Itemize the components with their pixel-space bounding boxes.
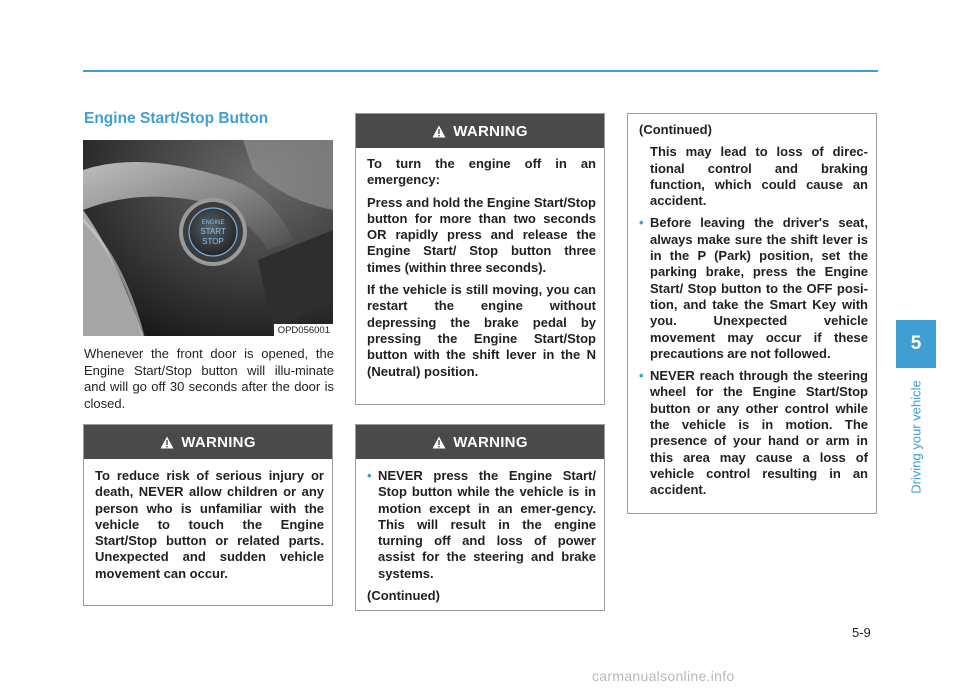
warning-box-1 <box>83 424 333 606</box>
section-title: Engine Start/Stop Button <box>84 110 269 127</box>
warning-label: WARNING <box>453 433 528 451</box>
steering-wheel-illustration <box>83 140 333 336</box>
warning-triangle-icon <box>160 436 174 449</box>
intro-paragraph: Whenever the front door is opened, the Engine Start/Stop button will illu-minate and will go off 30 seconds after the door is closed. <box>84 346 334 411</box>
watermark: carmanualsonline.info <box>592 668 735 684</box>
warning2-press-and-hold: Press and hold the Engine Start/Stop button for more than two seconds OR rapidly press and release the Engine Start/ Stop button three times (within three seconds). <box>367 194 596 275</box>
button-text-start: START <box>200 227 226 236</box>
warning3-bullet: • NEVER press the Engine Start/ Stop button while the vehicle is in motion except in an emer-gency. This will result in the engine turning off and loss of power assist for the steering and brake systems. <box>367 468 596 582</box>
warning2-emergency-heading: To turn the engine off in an emergency: <box>367 156 596 188</box>
warning4-continued-text: This may lead to loss of direc-tional control and braking function, which could cause an accident. <box>650 144 868 209</box>
engine-start-stop-photo <box>83 140 333 336</box>
button-text-stop: STOP <box>202 237 224 246</box>
warning4-bullet-never-reach: • NEVER reach through the steering wheel for the Engine Start/Stop button or any other control while the vehicle is in motion. The presence of your hand or arm in this area may cause a loss of vehicle control resulting in an accident. <box>639 368 868 498</box>
warning-header <box>356 114 604 148</box>
warning-label: WARNING <box>453 122 528 140</box>
warning-box-3 <box>355 424 605 611</box>
warning-header <box>84 425 332 459</box>
button-text-engine: ENGINE <box>201 220 225 226</box>
warning-box-2 <box>355 113 605 405</box>
continued-label: (Continued) <box>639 122 712 137</box>
warning-box-continued <box>627 113 877 514</box>
warning-triangle-icon <box>432 436 446 449</box>
warning1-text: To reduce risk of serious injury or death, NEVER allow children or any person who is unfamiliar with the vehicle to touch the Engine Start/Stop button or related parts. Unexpected and sudden vehicle movement can occur. <box>95 468 324 581</box>
top-rule <box>83 70 878 72</box>
warning2-restart-text: If the vehicle is still moving, you can restart the engine without depressing the brake pedal by pressing the Engine Start/Stop button with the shift lever in the N (Neutral) position. <box>367 282 596 379</box>
figure-code: OPD056001 <box>274 324 333 336</box>
continued-label: (Continued) <box>367 588 440 604</box>
chapter-title-text: Driving your vehicle <box>908 380 924 494</box>
warning4-bullet-leaving-seat: • Before leaving the driver's seat, always make sure the shift lever is in the P (Park) position, set the parking brake, press the Engine Start/ Stop button to the OFF posi-tion, and take the Smart Key with you. Unexpected vehicle movement may occur if these precautions are not followed. <box>639 215 868 362</box>
warning-triangle-icon <box>432 125 446 138</box>
warning-header <box>356 425 604 459</box>
warning-label: WARNING <box>181 433 256 451</box>
chapter-number-tab: 5 <box>896 320 936 368</box>
chapter-title <box>898 372 934 502</box>
page-number: 5-9 <box>852 625 871 640</box>
